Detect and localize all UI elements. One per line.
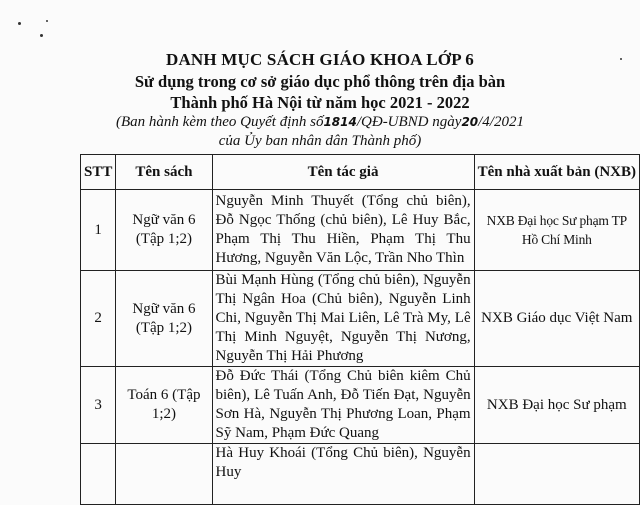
decision-note-line1	[0, 114, 640, 131]
cell-book-title: Ngữ văn 6 (Tập 1;2)	[116, 271, 212, 367]
cell-stt	[81, 444, 116, 505]
textbook-table	[80, 154, 640, 505]
document-subtitle-line2: Thành phố Hà Nội từ năm học 2021 - 2022	[170, 93, 470, 112]
table-row	[81, 444, 640, 505]
document-title: DANH MỤC SÁCH GIÁO KHOA LỚP 6	[165, 50, 475, 69]
cell-authors: Nguyễn Minh Thuyết (Tổng chủ biên), Đỗ Ngọc Thống (chủ biên), Lê Huy Bắc, Phạm Thị Thu Hiền, Phạm Thị Thu Hương, Nguyễn Văn Lộc, Trần Nho Thìn	[212, 190, 474, 271]
cell-book-title	[116, 444, 212, 505]
cell-book-title: Ngữ văn 6 (Tập 1;2)	[116, 190, 212, 271]
cell-publisher: NXB Giáo dục Việt Nam	[474, 271, 639, 367]
cell-stt: 3	[81, 367, 116, 444]
cell-authors: Bùi Mạnh Hùng (Tổng chủ biên), Nguyễn Thị Ngân Hoa (Chủ biên), Nguyễn Linh Chi, Nguyễn Thị Mai Liên, Lê Trà My, Lê Thị Minh Nguyệt, Nguyễn Thị Nương, Nguyễn Thị Hải Phương	[212, 271, 474, 367]
decision-note-prefix: (Ban hành kèm theo Quyết định số	[116, 114, 324, 130]
header-publisher: Tên nhà xuất bản (NXB)	[474, 155, 639, 190]
table-header-row	[81, 155, 640, 190]
cell-authors: Đỗ Đức Thái (Tổng Chủ biên kiêm Chủ biên), Lê Tuấn Anh, Đỗ Tiến Đạt, Nguyễn Sơn Hà, Nguyễn Thị Phương Loan, Phạm Sỹ Nam, Phạm Đức Quang	[212, 367, 474, 444]
decision-note-line2: của Ủy ban nhân dân Thành phố)	[218, 133, 422, 149]
document-subtitle-line1: Sử dụng trong cơ sở giáo dục phổ thông trên địa bàn	[134, 72, 506, 91]
cell-publisher	[474, 444, 639, 505]
cell-authors: Hà Huy Khoái (Tổng Chủ biên), Nguyễn Huy	[212, 444, 474, 505]
cell-publisher: NXB Đại học Sư phạm TP Hồ Chí Minh	[474, 190, 639, 271]
table-row	[81, 367, 640, 444]
decision-note-middle: /QĐ-UBND ngày	[356, 114, 462, 130]
table-row	[81, 190, 640, 271]
cell-stt: 1	[81, 190, 116, 271]
header-authors: Tên tác giả	[212, 155, 474, 190]
cell-book-title: Toán 6 (Tập 1;2)	[116, 367, 212, 444]
handwritten-date-day: 20	[461, 115, 479, 129]
cell-publisher: NXB Đại học Sư phạm	[474, 367, 639, 444]
cell-stt: 2	[81, 271, 116, 367]
table-row	[81, 271, 640, 367]
decision-note-date-rest: /4/2021	[478, 114, 524, 130]
header-book-title: Tên sách	[116, 155, 212, 190]
handwritten-decision-number: 1814	[323, 115, 357, 129]
header-stt: STT	[81, 155, 116, 190]
